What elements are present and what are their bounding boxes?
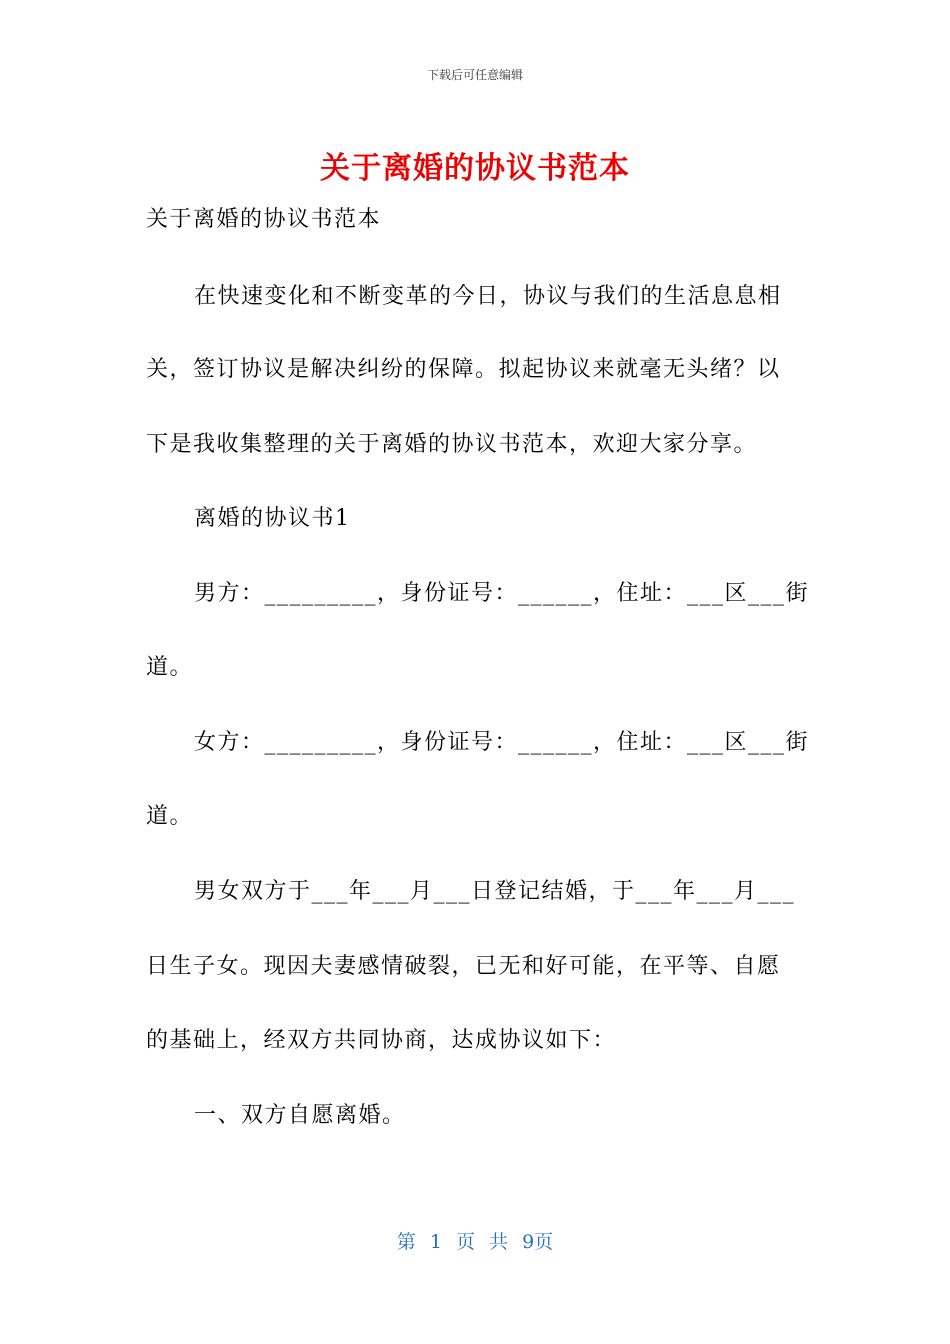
footer-total-pages: 9页 — [522, 1231, 554, 1253]
clause-1: 一、双方自愿离婚。 — [194, 1103, 406, 1128]
footer-label-di: 第 — [396, 1231, 416, 1253]
subtitle-line: 关于离婚的协议书范本 — [146, 207, 382, 232]
male-party-line-1: 男方：_________，身份证号：______，住址：___区___街 — [194, 581, 810, 606]
document-title: 关于离婚的协议书范本 — [320, 151, 630, 186]
footer-label-ye: 页 — [455, 1231, 475, 1253]
intro-paragraph-line-2: 关，签订协议是解决纠纷的保障。拟起协议来就毫无头绪？以 — [146, 357, 781, 382]
section-heading: 离婚的协议书1 — [194, 506, 351, 531]
footer-label-gong: 共 — [489, 1231, 509, 1253]
footer-page-number: 1 — [429, 1231, 442, 1253]
intro-paragraph-line-1: 在快速变化和不断变革的今日，协议与我们的生活息息相 — [194, 284, 782, 309]
header-note: 下载后可任意编辑 — [426, 68, 523, 82]
marriage-paragraph-line-3: 的基础上，经双方共同协商，达成协议如下： — [146, 1028, 617, 1053]
page-footer — [0, 1227, 950, 1254]
male-party-line-2: 道。 — [146, 655, 194, 680]
marriage-paragraph-line-1: 男女双方于___年___月___日登记结婚，于___年___月___ — [194, 879, 796, 904]
marriage-paragraph-line-2: 日生子女。现因夫妻感情破裂，已无和好可能，在平等、自愿 — [146, 954, 781, 979]
intro-paragraph-line-3: 下是我收集整理的关于离婚的协议书范本，欢迎大家分享。 — [146, 432, 758, 457]
female-party-line-1: 女方：_________，身份证号：______，住址：___区___街 — [194, 730, 810, 755]
female-party-line-2: 道。 — [146, 804, 194, 829]
